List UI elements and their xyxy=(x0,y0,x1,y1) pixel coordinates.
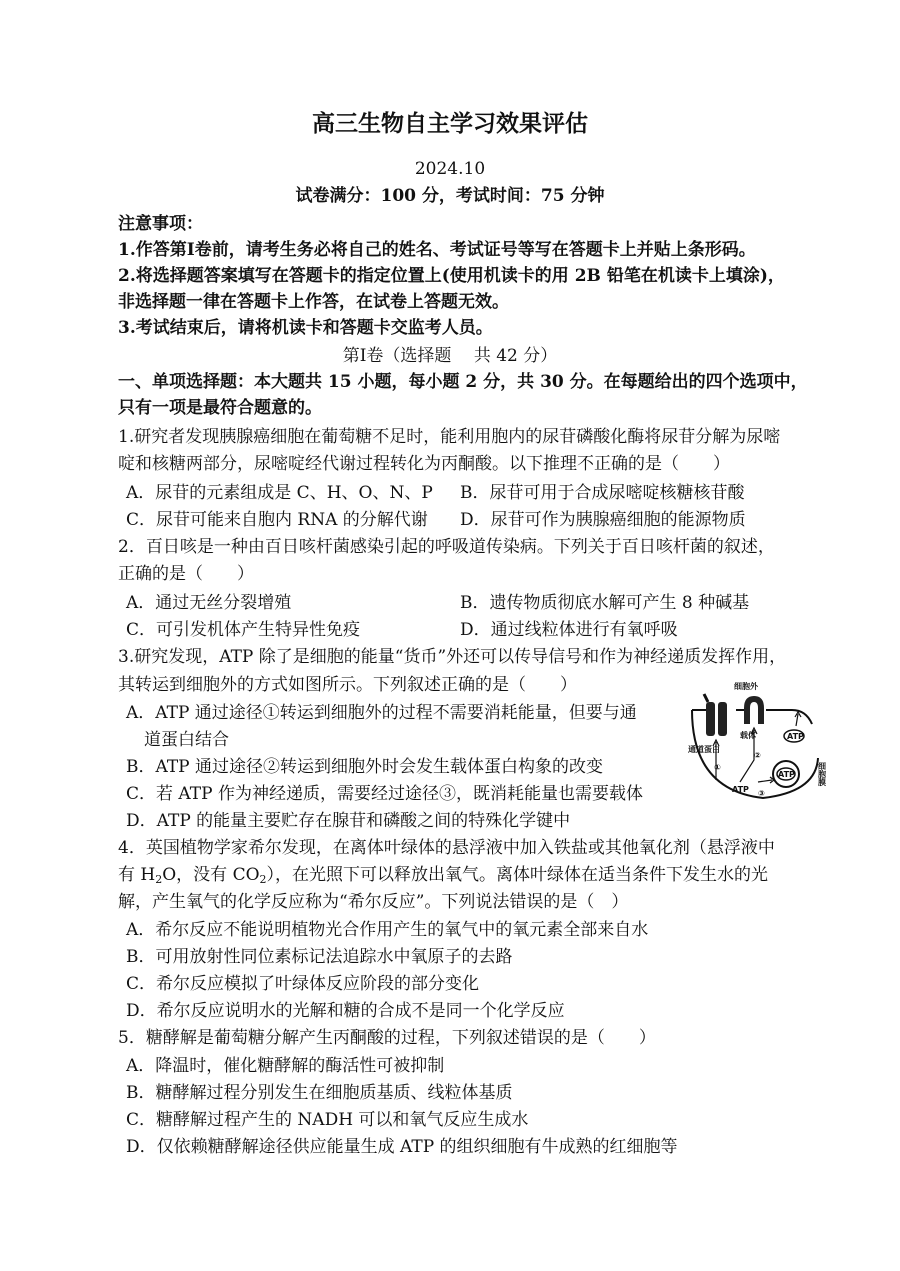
channel-protein-icon xyxy=(704,694,727,736)
section-title: 第Ⅰ卷（选择题 共 42 分） xyxy=(342,346,558,366)
q1-option-b: B．尿苷可用于合成尿嘧啶核糖核苷酸 xyxy=(460,483,745,503)
q4-stem-3: 解，产生氧气的化学反应称为“希尔反应”。下列说法错误的是（ ） xyxy=(118,892,629,912)
q2-option-c: C．可引发机体产生特异性免疫 xyxy=(126,620,361,640)
figure-label-atp-outside: ATP xyxy=(787,732,804,741)
q1-option-d: D．尿苷可作为胰腺癌细胞的能源物质 xyxy=(460,510,746,530)
section-instruction-a: 一、单项选择题：本大题共 15 小题，每小题 2 分，共 30 分。在每题给出的四个选项中， xyxy=(118,372,808,392)
q1-option-a: A．尿苷的元素组成是 C、H、O、N、P xyxy=(126,483,433,503)
q4-stem-2: 有 $H_2O$，没有 $CO_2$），在光照下可以释放出氧气。离体叶绿体在适当条件下发生水的光 xyxy=(118,865,769,886)
q3-option-b: B．ATP 通过途径②转运到细胞外时会发生载体蛋白构象的改变 xyxy=(126,757,604,777)
q4-option-a: A．希尔反应不能说明植物光合作用产生的氧气中的氧元素全部来自水 xyxy=(126,920,649,940)
q5-option-c: C．糖酵解过程产生的 NADH 可以和氧气反应生成水 xyxy=(126,1110,529,1130)
exam-info: 试卷满分：100 分，考试时间：75 分钟 xyxy=(295,186,605,206)
q2-stem-2: 正确的是（ ） xyxy=(118,564,254,584)
figure-label-channel: 通道蛋白 xyxy=(688,745,720,754)
figure-label-outside: 细胞外 xyxy=(734,682,758,691)
q4-stem-1: 4．英国植物学家希尔发现，在离体叶绿体的悬浮液中加入铁盐或其他氧化剂（悬浮液中 xyxy=(118,838,775,858)
q5-stem-1: 5．糖酵解是葡萄糖分解产生丙酮酸的过程，下列叙述错误的是（ ） xyxy=(118,1028,656,1048)
q3-option-a-1: A．ATP 通过途径①转运到细胞外的过程不需要消耗能量，但要与通 xyxy=(126,703,637,723)
q3-option-c: C．若 ATP 作为神经递质，需要经过途径③，既消耗能量也需要载体 xyxy=(126,784,643,804)
q3-option-d: D．ATP 的能量主要贮存在腺苷和磷酸之间的特殊化学键中 xyxy=(126,811,571,831)
q1-stem-1: 1.研究者发现胰腺癌细胞在葡萄糖不足时，能利用胞内的尿苷磷酸化酶将尿苷分解为尿嘧 xyxy=(118,427,781,447)
q3-stem-2: 其转运到细胞外的方式如图所示。下列叙述正确的是（ ） xyxy=(118,675,577,695)
q3-stem-1: 3.研究发现，ATP 除了是细胞的能量“货币”外还可以传导信号和作为神经递质发挥作用， xyxy=(118,647,787,667)
q5-option-a: A．降温时，催化糖酵解的酶活性可被抑制 xyxy=(126,1056,445,1076)
atp-transport-figure xyxy=(688,680,838,808)
note-2b: 非选择题一律在答题卡上作答，在试卷上答题无效。 xyxy=(118,292,509,312)
path-3-arrow xyxy=(758,780,772,782)
exam-title: 高三生物自主学习效果评估 xyxy=(312,110,588,137)
section-instruction-b: 只有一项是最符合题意的。 xyxy=(118,398,322,418)
q4-option-d: D．希尔反应说明水的光解和糖的合成不是同一个化学反应 xyxy=(126,1001,565,1021)
figure-label-atp-inside: ATP xyxy=(732,785,749,794)
q3-option-a-2: 道蛋白结合 xyxy=(144,730,229,750)
q4-option-b: B．可用放射性同位素标记法追踪水中氧原子的去路 xyxy=(126,947,513,967)
q1-stem-2: 啶和核糖两部分，尿嘧啶经代谢过程转化为丙酮酸。以下推理不正确的是（ ） xyxy=(118,454,730,474)
q2-stem-1: 2．百日咳是一种由百日咳杆菌感染引起的呼吸道传染病。下列关于百日咳杆菌的叙述， xyxy=(118,537,775,557)
q2-option-d: D．通过线粒体进行有氧呼吸 xyxy=(460,620,678,640)
figure-label-carrier: 载体 xyxy=(740,731,756,740)
notes-heading: 注意事项： xyxy=(118,214,203,234)
carrier-protein-icon xyxy=(744,696,764,724)
figure-label-path-3: ③ xyxy=(758,789,765,798)
exam-date: 2024.10 xyxy=(414,159,486,179)
figure-label-path-2: ② xyxy=(754,751,761,760)
q2-option-b: B．遗传物质彻底水解可产生 8 种碱基 xyxy=(460,593,750,613)
q4-option-c: C．希尔反应模拟了叶绿体反应阶段的部分变化 xyxy=(126,974,480,994)
figure-label-atp-vesicle: ATP xyxy=(778,770,795,779)
q5-option-b: B．糖酵解过程分别发生在细胞质基质、线粒体基质 xyxy=(126,1083,513,1103)
note-2a: 2.将选择题答案填写在答题卡的指定位置上(使用机读卡的用 2B 铅笔在机读卡上填涂)， xyxy=(118,266,785,286)
note-3: 3.考试结束后，请将机读卡和答题卡交监考人员。 xyxy=(118,318,493,338)
figure-label-membrane: 细胞膜 xyxy=(817,762,827,786)
q2-option-a: A．通过无丝分裂增殖 xyxy=(126,593,292,613)
q1-option-c: C．尿苷可能来自胞内 RNA 的分解代谢 xyxy=(126,510,428,530)
q5-option-d: D．仅依赖糖酵解途径供应能量生成 ATP 的组织细胞有牛成熟的红细胞等 xyxy=(126,1137,678,1157)
note-1: 1.作答第Ⅰ卷前，请考生务必将自己的姓名、考试证号等写在答题卡上并贴上条形码。 xyxy=(118,240,756,260)
figure-label-path-1: ① xyxy=(714,763,721,772)
